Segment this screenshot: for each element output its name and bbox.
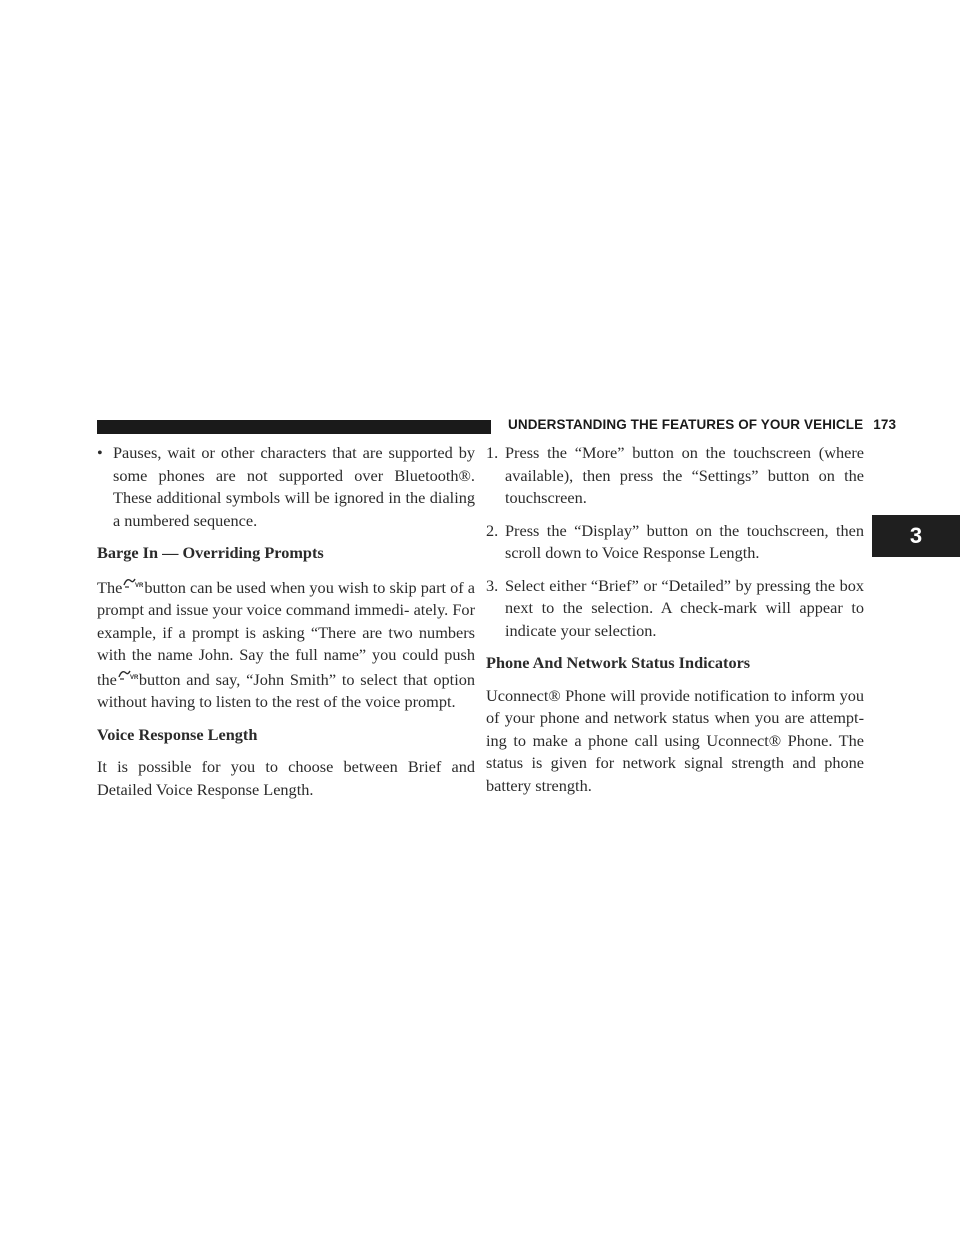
barge-text-mid: button can be used when you wish to skip part of a prompt and issue your voice command immedi- ately. For example, if a prompt is asking “There are two numbers with the name John. Say the full name” you could push the <box>97 577 475 689</box>
step-number: 2. <box>486 520 499 540</box>
step-number: 3. <box>486 575 499 595</box>
running-header <box>508 417 896 432</box>
barge-text-start: The <box>97 577 123 597</box>
step-text: Press the “Display” button on the touchscreen, then scroll down to Voice Response Length. <box>505 520 864 562</box>
bullet-text: Pauses, wait or other characters that are supported by some phones are not supported over Bluetooth®. These additional symbols will be ignored in the dialing a numbered sequence. <box>113 443 475 530</box>
heading-status-indicators: Phone And Network Status Indicators <box>486 653 751 672</box>
step-number: 1. <box>486 443 499 462</box>
list-item <box>97 442 475 532</box>
voice-response-paragraph: It is possible for you to choose between Brief and Detailed Voice Response Length. <box>97 757 475 799</box>
step-text: Select either “Brief” or “Detailed” by pressing the box next to the selection. A check-mark will appear to indicate your selection. <box>505 575 864 640</box>
step-item <box>486 442 864 510</box>
section-title: UNDERSTANDING THE FEATURES OF YOUR VEHICLE <box>508 417 864 432</box>
voice-recognition-icon <box>117 667 139 681</box>
chapter-tab: 3 <box>872 515 960 557</box>
left-column <box>97 442 475 811</box>
bullet-dot: • <box>97 443 103 462</box>
right-column <box>486 442 864 807</box>
heading-barge-in: Barge In — Overriding Prompts <box>97 543 324 562</box>
status-paragraph: Uconnect® Phone will provide notification to inform you of your phone and network status when you are attempt- ing to make a phone call using Uconnect® Phone. The status is given for network signal strength and phone battery strength. <box>486 685 864 795</box>
step-item <box>486 520 864 565</box>
header-bar <box>97 420 491 434</box>
page-number: 173 <box>873 417 897 432</box>
barge-text-end: button and say, “John Smith” to select that option without having to listen to the rest of the voice prompt. <box>97 669 475 711</box>
heading-voice-response: Voice Response Length <box>97 724 258 744</box>
barge-paragraph <box>97 575 475 714</box>
step-text: Press the “More” button on the touchscreen (where available), then press the “Settings” button on the touchscreen. <box>505 443 864 507</box>
svg-text:VR: VR <box>129 674 139 681</box>
voice-recognition-icon <box>122 575 144 589</box>
step-item <box>486 575 864 643</box>
svg-text:VR: VR <box>135 582 144 589</box>
